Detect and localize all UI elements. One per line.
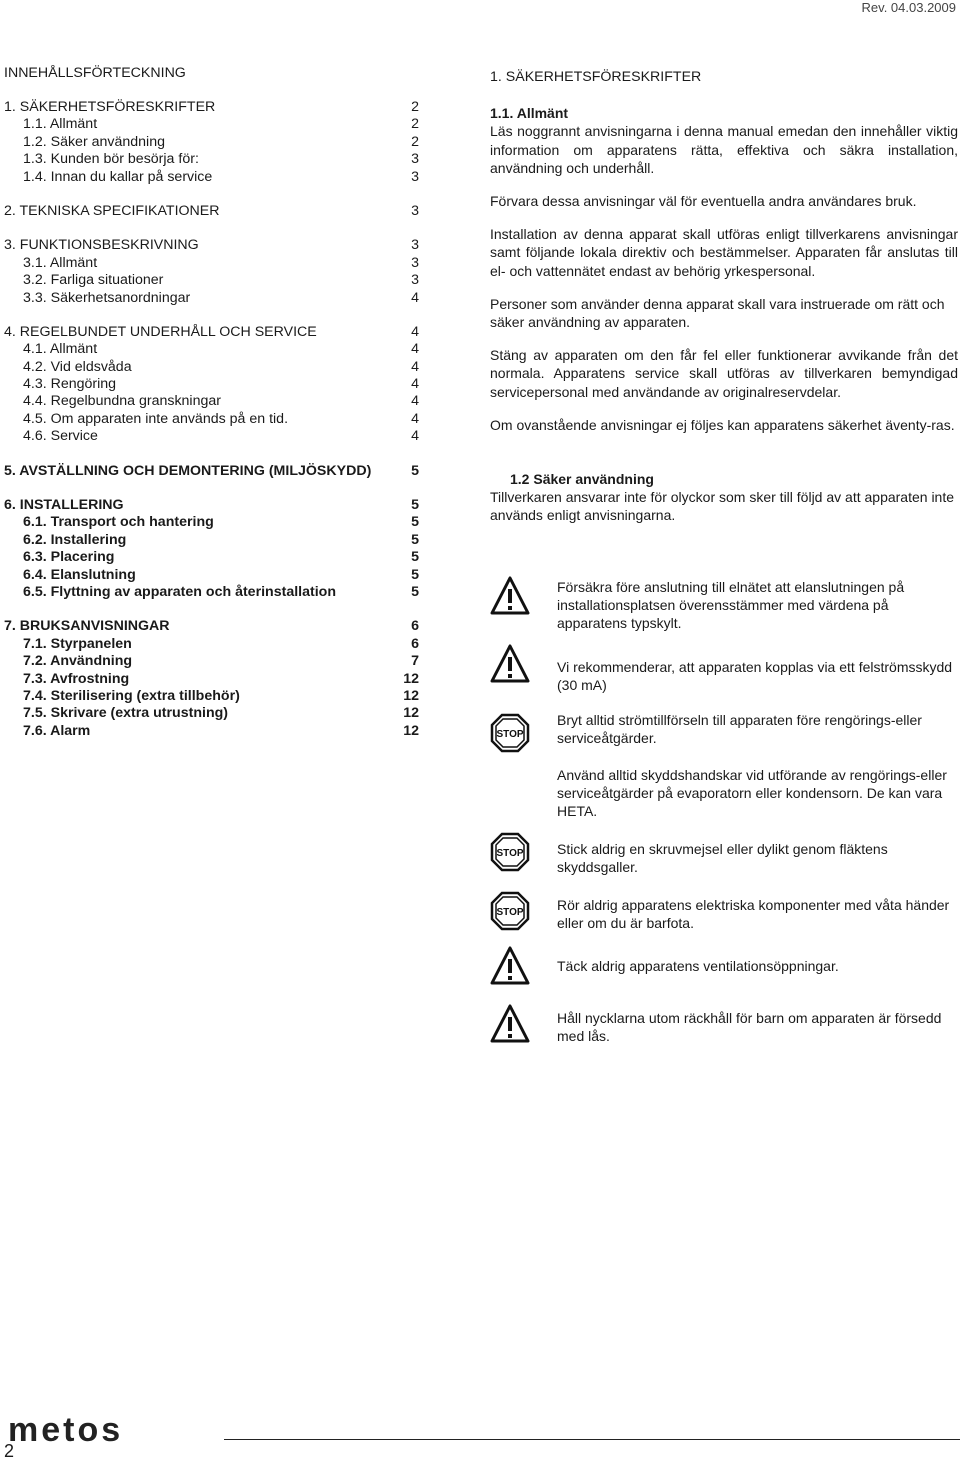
toc-entry (4, 514, 419, 531)
paragraph: Stäng av apparaten om den får fel eller funktionerar avvikande från det normala. Apparatens service skall utföras av tillverkaren bemyndigad servicepersonal med användande av originalreservdelar. (490, 347, 958, 400)
toc-entry (4, 341, 419, 358)
toc-entry-label: 1.4. Innan du kallar på service (23, 168, 213, 185)
toc-entry-page: 12 (403, 670, 419, 687)
section-heading: 1. SÄKERHETSFÖRESKRIFTER (490, 69, 702, 85)
toc-group (4, 237, 419, 307)
toc-group (4, 497, 419, 601)
warning-text: Stick aldrig en skruvmejsel eller dylikt genom fläktens skyddsgaller. (557, 841, 888, 876)
toc-entry-page: 5 (411, 566, 419, 583)
warning-triangle-icon (490, 576, 530, 616)
toc-entry (4, 532, 419, 549)
toc-entry (4, 411, 419, 428)
toc-entry (4, 393, 419, 410)
toc-entry-label: 1.1. Allmänt (23, 116, 98, 133)
stop-label: STOP (496, 729, 524, 740)
toc-entry-page: 5 (411, 549, 419, 566)
toc-entry-label: 4.2. Vid eldsvåda (23, 358, 132, 375)
toc-entry-page: 3 (411, 237, 419, 254)
toc-entry-label: 4.1. Allmänt (23, 341, 98, 358)
stop-label: STOP (496, 907, 524, 918)
toc-entry-label: 7. BRUKSANVISNINGAR (4, 618, 170, 635)
toc-entry-page: 4 (411, 289, 419, 306)
metos-logo (8, 1416, 188, 1444)
toc-entry-label: 7.2. Användning (23, 653, 133, 670)
toc-entry-label: 6.1. Transport och hantering (23, 514, 214, 531)
toc-entry (4, 237, 419, 254)
toc-group (4, 99, 419, 186)
toc-entry (4, 203, 419, 220)
toc-entry (4, 376, 419, 393)
toc-entry-label: 3.1. Allmänt (23, 254, 98, 271)
toc-entry (4, 497, 419, 514)
stop-sign-icon (490, 891, 530, 931)
toc-entry-page: 12 (403, 705, 419, 722)
toc-entry (4, 290, 419, 307)
toc-entry-label: 1.3. Kunden bör besörja för: (23, 151, 199, 168)
toc-group (4, 324, 419, 446)
toc-title: INNEHÅLLSFÖRTECKNING (4, 65, 186, 81)
toc-entry-page: 4 (411, 323, 419, 340)
toc-entry (4, 549, 419, 566)
toc-entry-label: 7.3. Avfrostning (23, 670, 130, 687)
toc-entry-label: 1. SÄKERHETSFÖRESKRIFTER (4, 99, 216, 115)
toc-entry-page: 5 (411, 514, 419, 531)
toc-entry-page: 12 (403, 722, 419, 739)
paragraph: Om ovanstående anvisningar ej följes kan apparatens säkerhet äventy-ras. (490, 416, 955, 433)
stop-sign-icon (490, 713, 530, 753)
toc-entry (4, 272, 419, 289)
safety-section (490, 68, 958, 540)
toc-entry (4, 359, 419, 376)
warning-text: Täck aldrig apparatens ventilationsöppningar. (557, 958, 839, 974)
toc-entry-label: 4.6. Service (23, 428, 98, 445)
toc-entry-label: 3.2. Farliga situationer (23, 272, 164, 289)
warning-text: Använd alltid skyddshandskar vid utförande av rengörings-eller serviceåtgärder på evaporatorn eller kondensorn. De kan vara HETA. (557, 767, 947, 820)
logo-text: metos (8, 1416, 124, 1444)
toc-entry (4, 99, 419, 116)
toc-entry (4, 567, 419, 584)
toc-entry-page: 5 (411, 497, 419, 514)
toc-entry-page: 6 (411, 635, 419, 652)
toc-entry-page: 3 (411, 254, 419, 271)
toc-entry-page: 4 (411, 376, 419, 393)
toc-entry-label: 1.2. Säker användning (23, 133, 165, 150)
footer-rule (224, 1439, 960, 1440)
toc-entry-label: 6.5. Flyttning av apparaten och återinstallation (23, 583, 336, 600)
toc-entry-page: 4 (411, 341, 419, 358)
toc-entry-label: 4.4. Regelbundna granskningar (23, 393, 221, 410)
toc-entry-label: 5. AVSTÄLLNING OCH DEMONTERING (MILJÖSKYDD) (4, 462, 372, 479)
toc-entry-label: 4.5. Om apparaten inte används på en tid. (23, 410, 289, 427)
toc-entry-page: 3 (411, 151, 419, 168)
toc-entry-page: 3 (411, 168, 419, 185)
toc-entry-page: 7 (411, 653, 419, 670)
paragraph: Installation av denna apparat skall utföras enligt tillverkarens anvisningar samt följande lokala direktiv och bestämmelser. Apparaten får anslutas till el- och vattennätet endast av behörig yrkespersonal. (490, 226, 958, 279)
revision-date: Rev. 04.03.2009 (861, 0, 956, 15)
toc-entry-page: 2 (411, 116, 419, 133)
toc-entry-label: 3. FUNKTIONSBESKRIVNING (4, 237, 199, 254)
toc-entry-page: 2 (411, 133, 419, 150)
subsection-title-safe-use: 1.2 Säker användning (510, 471, 654, 488)
warning-text: Håll nycklarna utom räckhåll för barn om apparaten är försedd med lås. (557, 1010, 942, 1045)
toc-entry-label: 6. INSTALLERING (4, 497, 124, 514)
toc-entry-page: 12 (403, 687, 419, 704)
stop-sign-icon (490, 832, 530, 872)
toc-entry-page: 2 (411, 99, 419, 115)
toc-entry-page: 3 (411, 202, 419, 219)
toc-entry (4, 324, 419, 341)
warning-text: Försäkra före anslutning till elnätet att elanslutningen på installationsplatsen överensstämmer med värdena på apparatens typskylt. (557, 579, 905, 632)
toc-entry (4, 428, 419, 445)
toc-entry-page: 4 (411, 410, 419, 427)
warning-text: Bryt alltid strömtillförseln till apparaten före rengörings-eller serviceåtgärder. (557, 712, 922, 747)
warning-triangle-icon (490, 644, 530, 684)
toc-group (4, 203, 419, 220)
toc-entry-label: 7.5. Skrivare (extra utrustning) (23, 705, 228, 722)
toc-entry (4, 705, 419, 722)
toc-entry (4, 463, 419, 480)
toc-entry-page: 4 (411, 393, 419, 410)
paragraph: Tillverkaren ansvarar inte för olyckor som sker till följd av att apparaten inte används enligt anvisningarna. (490, 489, 955, 524)
table-of-contents (4, 64, 419, 757)
toc-entry-page: 5 (411, 583, 419, 600)
toc-entry (4, 636, 419, 653)
toc-entry (4, 255, 419, 272)
toc-groups (4, 99, 419, 740)
warning-text: Rör aldrig apparatens elektriska komponenter med våta händer eller om du är barfota. (557, 897, 950, 932)
toc-entry-label: 4. REGELBUNDET UNDERHÅLL OCH SERVICE (4, 323, 317, 340)
paragraph: Förvara dessa anvisningar väl för eventuella andra användares bruk. (490, 193, 917, 210)
toc-entry (4, 618, 419, 635)
paragraph: Personer som använder denna apparat skall vara instruerade om rätt och säker användning av apparaten. (490, 295, 945, 331)
page-number: 2 (4, 1441, 15, 1461)
warning-triangle-icon (490, 946, 530, 986)
warning-text: Vi rekommenderar, att apparaten kopplas via ett felströmsskydd (30 mA) (557, 659, 953, 694)
warning-triangle-icon (490, 1004, 530, 1044)
toc-entry-label: 7.6. Alarm (23, 722, 91, 739)
toc-entry (4, 723, 419, 740)
toc-entry (4, 116, 419, 133)
toc-entry-page: 6 (411, 618, 419, 635)
toc-entry-label: 7.4. Sterilisering (extra tillbehör) (23, 687, 240, 704)
toc-group (4, 463, 419, 480)
toc-entry-label: 2. TEKNISKA SPECIFIKATIONER (4, 202, 220, 219)
toc-entry-label: 6.3. Placering (23, 549, 115, 566)
toc-entry-page: 5 (411, 531, 419, 548)
toc-group (4, 618, 419, 740)
toc-entry (4, 653, 419, 670)
toc-entry-label: 6.4. Elanslutning (23, 566, 136, 583)
paragraph: Läs noggrannt anvisningarna i denna manual emedan den innehåller viktig information om apparatens rätta, effektiva och säkra installation, användning och underhåll. (490, 123, 958, 176)
toc-entry-page: 5 (411, 462, 419, 479)
stop-label: STOP (496, 848, 524, 859)
toc-entry (4, 134, 419, 151)
toc-entry (4, 151, 419, 168)
toc-entry-page: 4 (411, 428, 419, 445)
toc-entry (4, 671, 419, 688)
toc-entry (4, 169, 419, 186)
toc-entry-label: 6.2. Installering (23, 531, 127, 548)
toc-entry-label: 3.3. Säkerhetsanordningar (23, 289, 191, 306)
toc-entry-page: 3 (411, 272, 419, 289)
toc-entry-label: 7.1. Styrpanelen (23, 635, 132, 652)
toc-entry-label: 4.3. Rengöring (23, 376, 117, 393)
subsection-title-general: 1.1. Allmänt (490, 105, 569, 122)
toc-entry (4, 688, 419, 705)
toc-entry-page: 4 (411, 358, 419, 375)
toc-entry (4, 584, 419, 601)
